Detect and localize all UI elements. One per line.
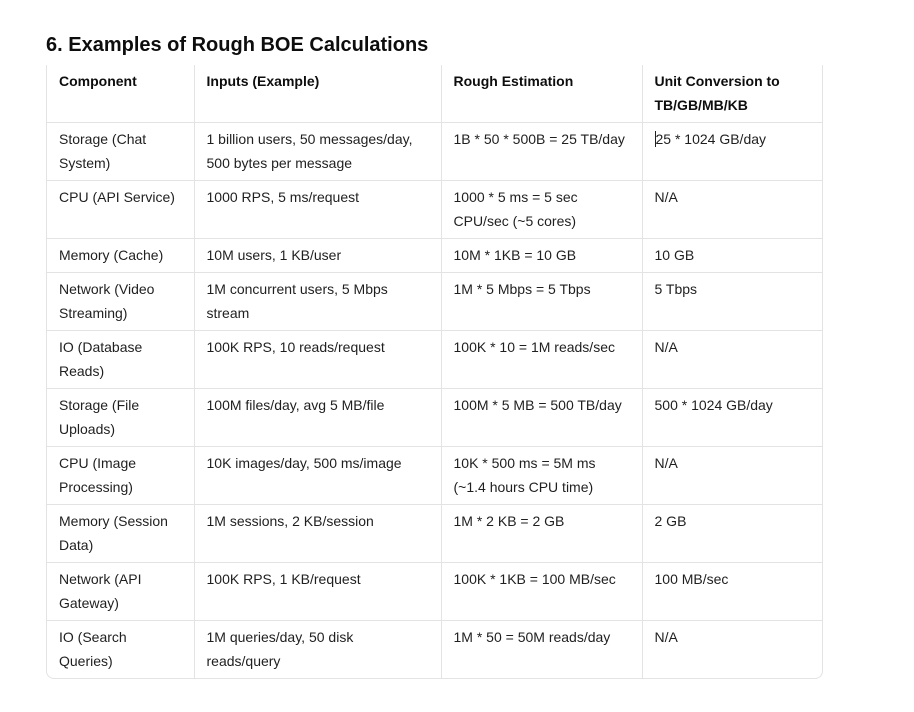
table-cell[interactable]: 1M concurrent users, 5 Mbps stream — [194, 273, 441, 331]
table-cell[interactable]: 100 MB/sec — [642, 563, 822, 621]
cell-text: 25 * 1024 GB/day — [655, 131, 767, 147]
table-cell[interactable]: Memory (Cache) — [47, 239, 194, 273]
table-cell[interactable]: 2 GB — [642, 505, 822, 563]
table-cell[interactable]: N/A — [654, 629, 678, 645]
table-row — [47, 239, 822, 273]
table-row — [47, 123, 822, 181]
table-cell[interactable]: Storage (File Uploads) — [47, 389, 194, 447]
table-cell[interactable]: 100M files/day, avg 5 MB/file — [194, 389, 441, 447]
table-cell-with-cursor[interactable] — [642, 123, 822, 181]
table-row — [47, 389, 822, 447]
table-cell[interactable]: 1M * 5 Mbps = 5 Tbps — [441, 273, 642, 331]
table-cell[interactable]: IO (Search Queries) — [47, 621, 194, 679]
table-cell[interactable]: Memory (Session Data) — [47, 505, 194, 563]
table-row — [47, 621, 822, 679]
table-cell[interactable]: 10M * 1KB = 10 GB — [441, 239, 642, 273]
column-header: Unit Conversion to TB/GB/MB/KB — [642, 65, 822, 123]
table-cell[interactable]: CPU (API Service) — [47, 181, 194, 239]
table-cell[interactable]: N/A — [642, 181, 822, 239]
table-cell[interactable]: 1M * 50 = 50M reads/day — [441, 621, 642, 679]
table-cell[interactable]: IO (Database Reads) — [47, 331, 194, 389]
table-cell[interactable]: 1M queries/day, 50 disk reads/query — [194, 621, 441, 679]
table-cell[interactable]: 1M * 2 KB = 2 GB — [441, 505, 642, 563]
table-cell[interactable]: 100K * 1KB = 100 MB/sec — [441, 563, 642, 621]
table-cell[interactable]: 1000 RPS, 5 ms/request — [194, 181, 441, 239]
table-cell[interactable]: 100K RPS, 10 reads/request — [194, 331, 441, 389]
table-cell[interactable]: CPU (Image Processing) — [47, 447, 194, 505]
table-cell[interactable]: Storage (Chat System) — [47, 123, 194, 181]
table-row — [47, 505, 822, 563]
table-cell[interactable]: 5 Tbps — [642, 273, 822, 331]
table-cell[interactable]: 1M sessions, 2 KB/session — [194, 505, 441, 563]
table-cell[interactable]: 10 GB — [642, 239, 822, 273]
table-cell[interactable]: 10K images/day, 500 ms/image — [194, 447, 441, 505]
table-row — [47, 563, 822, 621]
table-cell[interactable]: 500 * 1024 GB/day — [642, 389, 822, 447]
table-cell[interactable]: Network (API Gateway) — [47, 563, 194, 621]
boe-table — [47, 65, 822, 678]
section-heading: 6. Examples of Rough BOE Calculations — [46, 34, 429, 56]
boe-table-container — [46, 65, 823, 679]
table-row — [47, 447, 822, 505]
table-row — [47, 331, 822, 389]
table-cell[interactable]: 1 billion users, 50 messages/day, 500 bytes per message — [194, 123, 441, 181]
table-cell[interactable]: 1B * 50 * 500B = 25 TB/day — [441, 123, 642, 181]
column-header: Inputs (Example) — [194, 65, 441, 123]
table-cell[interactable]: N/A — [642, 447, 822, 505]
table-cell[interactable]: 100K RPS, 1 KB/request — [194, 563, 441, 621]
table-row — [47, 181, 822, 239]
table-cell[interactable]: 10M users, 1 KB/user — [194, 239, 441, 273]
column-header: Rough Estimation — [441, 65, 642, 123]
table-cell[interactable]: Network (Video Streaming) — [47, 273, 194, 331]
table-cell[interactable]: 1000 * 5 ms = 5 sec CPU/sec (~5 cores) — [441, 181, 642, 239]
table-cell[interactable]: 100M * 5 MB = 500 TB/day — [441, 389, 642, 447]
table-cell[interactable]: 100K * 10 = 1M reads/sec — [441, 331, 642, 389]
table-cell[interactable]: 10K * 500 ms = 5M ms (~1.4 hours CPU time) — [441, 447, 642, 505]
table-cell[interactable]: N/A — [642, 331, 822, 389]
table-header-row — [47, 65, 822, 123]
column-header: Component — [47, 65, 194, 123]
table-row — [47, 273, 822, 331]
